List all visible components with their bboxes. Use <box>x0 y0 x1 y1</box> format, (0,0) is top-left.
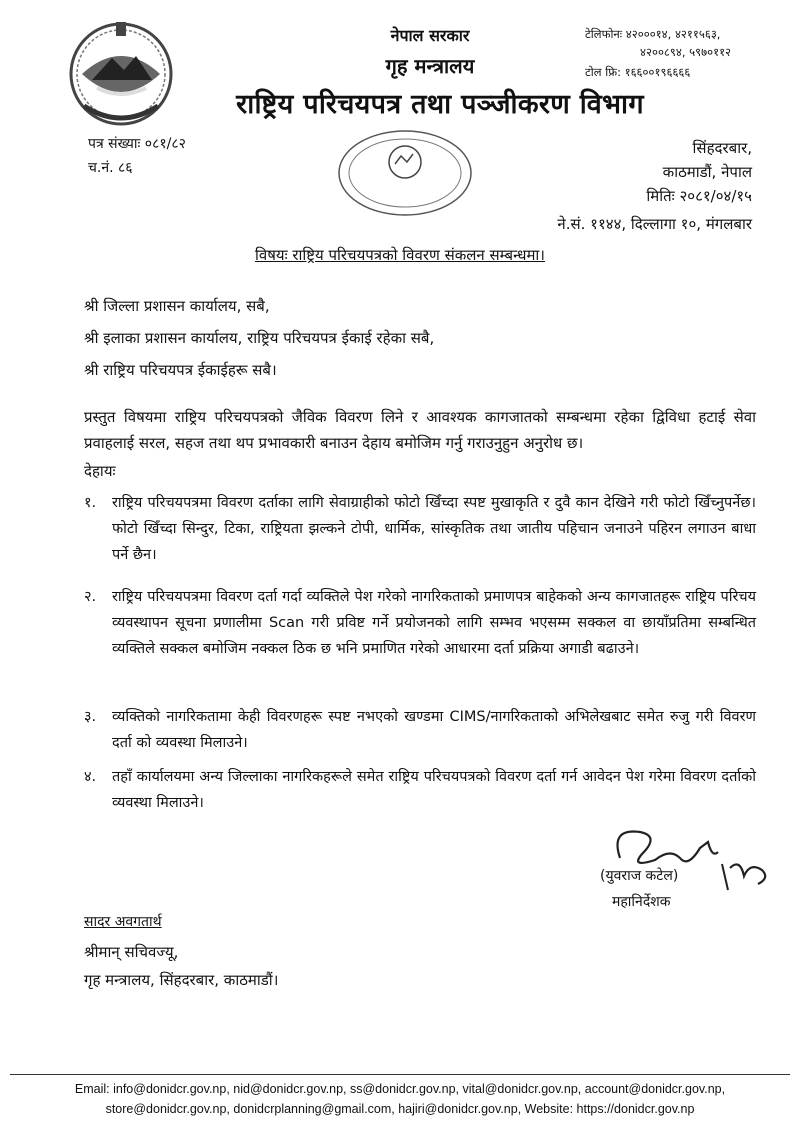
list-item-text: तहाँ कार्यालयमा अन्य जिल्लाका नागरिकहरूले समेत राष्ट्रिय परिचयपत्रको विवरण दर्ता गर्न आवेदन पेश गरेमा विवरण दर्ताको व्यवस्था मिलाउने। <box>112 769 756 811</box>
dehay-label: देहायः <box>84 462 116 480</box>
office-address-line2: काठमाडौं, नेपाल <box>662 163 752 181</box>
ministry-name: गृह मन्त्रालय <box>385 54 475 78</box>
footer-divider <box>10 1074 790 1075</box>
handwritten-signature <box>600 818 780 898</box>
phone-numbers: टेलिफोनः ४२०००१४, ४२११५६३, <box>585 27 721 41</box>
dispatch-number: च.नं. ८६ <box>88 160 133 176</box>
toll-free-number: टोल फ्रि: १६६००१९६६६६ <box>585 65 691 79</box>
list-item-text: राष्ट्रिय परिचयपत्रमा विवरण दर्ता गर्दा व्यक्तिले पेश गरेको नागरिकताको प्रमाणपत्र बाहेकको अन्य कागजातहरू राष्ट्रिय परिचय व्यवस्थापन सूचना प्रणालीमा Scan गरी प्रविष्ट गर्ने प्रयोजनको लागि सम्भव भएसम्म सक्कल वा छायाँप्रतिमा सम्बन्धित व्यक्तिले सक्कल बमोजिम नक्कल ठिक छ भनि प्रमाणित गरेको आधारमा दर्ता प्रक्रिया अगाडी बढाउने। <box>112 589 756 657</box>
letter-subject: विषयः राष्ट्रिय परिचयपत्रको विवरण संकलन सम्बन्धमा। <box>254 246 545 264</box>
nepal-samvat-date: ने.सं. ११४४, दिल्लागा १०, मंगलबार <box>557 215 752 233</box>
letter-date: मितिः २०८१/०४/१५ <box>646 187 752 205</box>
footer-emails: Email: info@donidcr.gov.np, nid@donidcr.gov.np, ss@donidcr.gov.np, vital@donidcr.gov.np, account@donidcr.gov.np, <box>74 1082 726 1096</box>
list-item <box>84 704 756 756</box>
list-item-number: ३. <box>84 709 97 725</box>
recipient-line: श्री राष्ट्रिय परिचयपत्र ईकाईहरू सबै। <box>84 361 277 379</box>
intro-paragraph: प्रस्तुत विषयमा राष्ट्रिय परिचयपत्रको जैविक विवरण लिने र आवश्यक कागजातको सम्बन्धमा रहेका द्विविधा हटाई सेवा प्रवाहलाई सरल, सहज तथा थप प्रभावकारी बनाउन देहाय बमोजिम गर्नु गराउनुहुन अनुरोध छ। <box>84 408 756 452</box>
list-item <box>84 490 756 568</box>
reference-number: पत्र संख्याः ०८१/८२ <box>88 136 186 152</box>
cc-line: गृह मन्त्रालय, सिंहदरबार, काठमाडौं। <box>84 971 279 989</box>
signatory-name: (युवराज कटेल) <box>600 868 679 884</box>
recipient-line: श्री जिल्ला प्रशासन कार्यालय, सबै, <box>84 297 270 315</box>
list-item-number: २. <box>84 589 97 605</box>
cc-heading: सादर अवगतार्थ <box>84 914 162 930</box>
phone-numbers-2: ४२००८९४, ५९७०११२ <box>640 45 732 59</box>
list-item-number: ४. <box>84 769 97 785</box>
signatory-title: महानिर्देशक <box>612 894 671 910</box>
list-item <box>84 584 756 662</box>
recipient-line: श्री इलाका प्रशासन कार्यालय, राष्ट्रिय परिचयपत्र ईकाई रहेका सबै, <box>84 329 435 347</box>
cc-line: श्रीमान् सचिवज्यू, <box>84 943 179 961</box>
footer-emails-website: store@donidcr.gov.np, donidcrplanning@gmail.com, hajiri@donidcr.gov.np, Website: https://donidcr.gov.np <box>105 1102 695 1116</box>
department-name: राष्ट्रिय परिचयपत्र तथा पञ्जीकरण विभाग <box>236 89 644 120</box>
list-item-text: व्यक्तिको नागरिकतामा केही विवरणहरू स्पष्ट नभएको खण्डमा CIMS/नागरिकताको अभिलेखबाट समेत रुजु गरी विवरण दर्ता को व्यवस्था मिलाउने। <box>112 709 756 751</box>
list-item-text: राष्ट्रिय परिचयपत्रमा विवरण दर्ताका लागि सेवाग्राहीको फोटो खिँच्दा स्पष्ट मुखाकृति र दुवै कान देखिने गरी फोटो खिँच्नुपर्नेछ। फोटो खिँच्दा सिन्दुर, टिका, राष्ट्रियता झल्कने टोपी, धार्मिक, सांस्कृतिक तथा जातीय पहिचान जनाउने पहिरन लगाउन बाधा पर्ने छैन। <box>112 495 756 563</box>
list-item-number: १. <box>84 495 97 511</box>
government-name: नेपाल सरकार <box>390 26 470 45</box>
office-stamp <box>335 128 475 218</box>
office-address-line1: सिंहदरबार, <box>692 139 752 157</box>
list-item <box>84 764 756 816</box>
nepal-emblem-logo <box>62 18 180 130</box>
